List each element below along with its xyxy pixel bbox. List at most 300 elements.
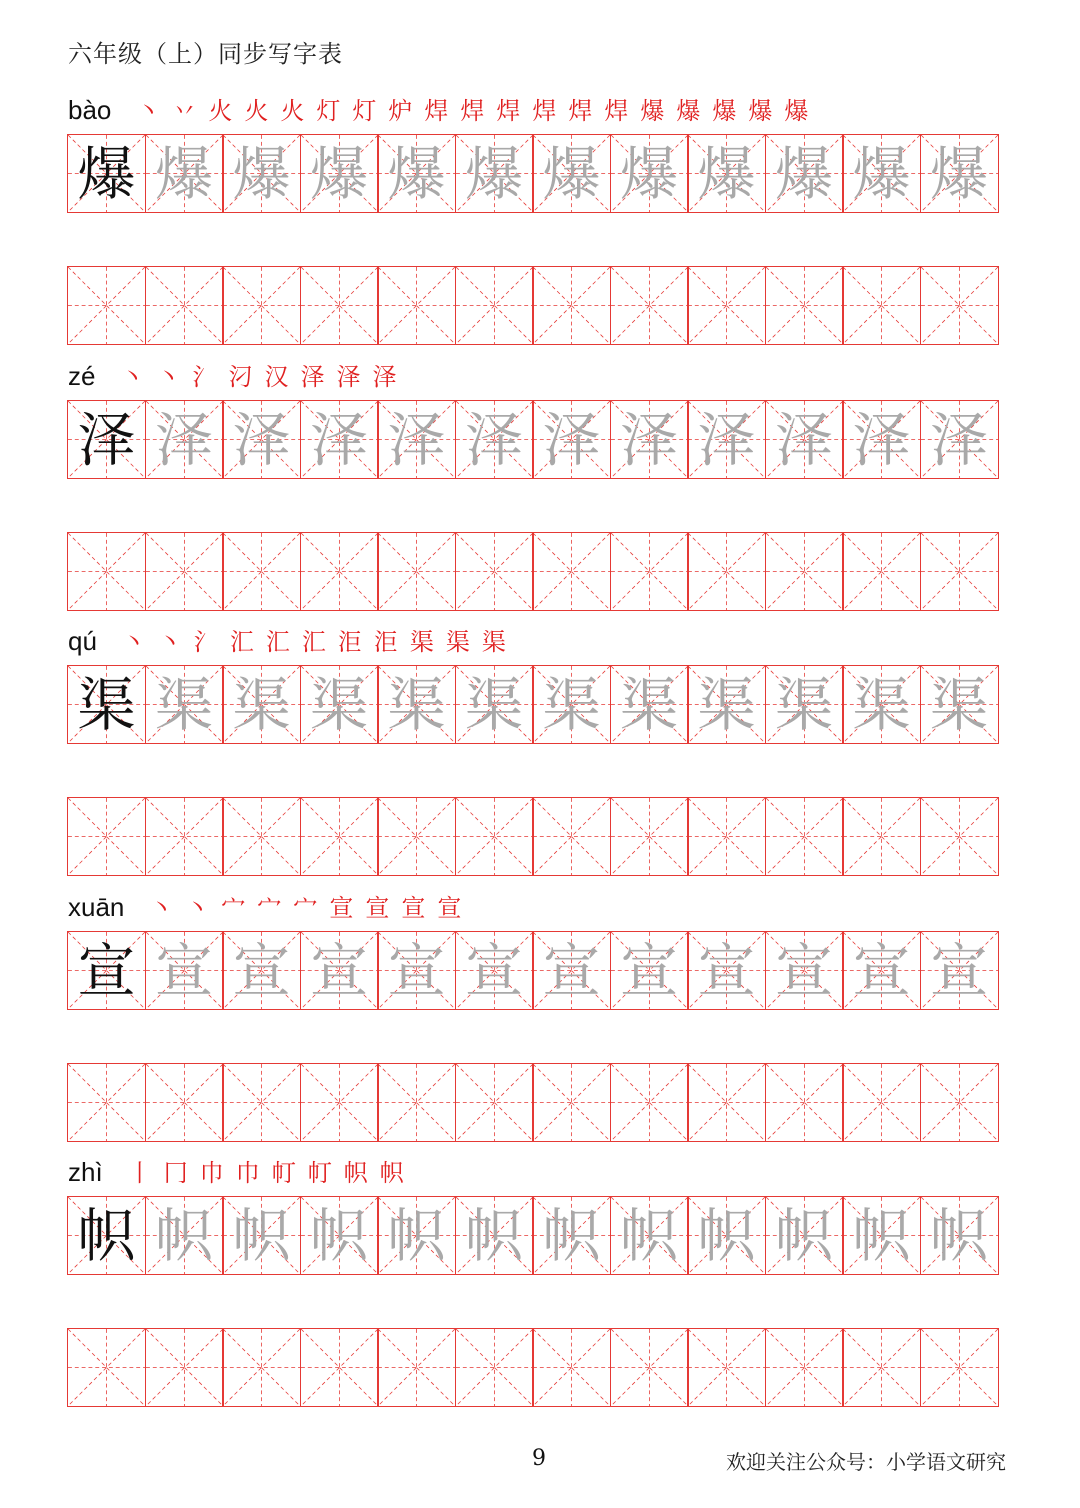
trace-character: 帜 (619, 1201, 678, 1270)
blank-writing-cell[interactable] (455, 532, 534, 611)
stroke-step (362, 888, 392, 923)
blank-writing-cell[interactable] (842, 266, 921, 345)
blank-grid-row (67, 1063, 997, 1142)
stroke-step-glyph: 宣 (329, 894, 354, 922)
trace-character-cell (145, 400, 224, 479)
trace-character: 渠 (697, 670, 756, 739)
blank-writing-cell[interactable] (300, 1063, 379, 1142)
stroke-order-sequence (119, 622, 509, 657)
stroke-step-glyph: 丶 (157, 628, 182, 656)
stroke-step (189, 357, 219, 392)
stroke-step-glyph: 丶 (136, 97, 161, 125)
stroke-step-glyph: 焊 (460, 97, 485, 125)
stroke-step-glyph: 洰 (373, 628, 398, 656)
trace-character: 泽 (387, 405, 446, 474)
trace-character-cell (687, 931, 766, 1010)
trace-character: 泽 (852, 405, 911, 474)
stroke-order-sequence (117, 357, 399, 392)
stroke-step (443, 622, 473, 657)
model-character-cell (67, 400, 146, 479)
trace-character: 宣 (774, 936, 833, 1005)
stroke-step (341, 1153, 371, 1188)
stroke-step (299, 622, 329, 657)
blank-writing-cell[interactable] (920, 532, 999, 611)
stroke-step (349, 91, 379, 126)
stroke-step-glyph: 氵 (192, 363, 217, 391)
blank-writing-cell[interactable] (67, 532, 146, 611)
trace-character: 宣 (387, 936, 446, 1005)
blank-writing-cell[interactable] (687, 1063, 766, 1142)
stroke-step-glyph: 渠 (481, 628, 506, 656)
stroke-step-glyph: 汉 (264, 363, 289, 391)
blank-writing-cell[interactable] (610, 797, 689, 876)
trace-character-cell (687, 665, 766, 744)
trace-character: 宣 (697, 936, 756, 1005)
stroke-step-glyph: 灯 (352, 97, 377, 125)
blank-writing-cell[interactable] (532, 532, 611, 611)
trace-character: 爆 (929, 139, 988, 208)
trace-character-cell (765, 400, 844, 479)
blank-writing-cell[interactable] (532, 1063, 611, 1142)
trace-character: 泽 (619, 405, 678, 474)
stroke-step-glyph: 焊 (424, 97, 449, 125)
stroke-step (153, 357, 183, 392)
blank-writing-cell[interactable] (687, 266, 766, 345)
trace-character-cell (455, 931, 534, 1010)
trace-character-cell (842, 1196, 921, 1275)
stroke-step-glyph: 泽 (336, 363, 361, 391)
trace-character-cell (377, 400, 456, 479)
model-character-cell (67, 1196, 146, 1275)
trace-character: 宣 (309, 936, 368, 1005)
trace-character-cell (920, 665, 999, 744)
trace-character: 宣 (154, 936, 213, 1005)
stroke-step-glyph: 宣 (401, 894, 426, 922)
blank-writing-cell[interactable] (765, 1063, 844, 1142)
trace-character-cell (222, 665, 301, 744)
trace-character: 爆 (232, 139, 291, 208)
pinyin-label: xuān (68, 892, 125, 922)
blank-writing-cell[interactable] (377, 1063, 456, 1142)
blank-writing-cell[interactable] (222, 1063, 301, 1142)
stroke-step (290, 888, 320, 923)
trace-character: 爆 (154, 139, 213, 208)
blank-grid-row (67, 1328, 997, 1407)
trace-character-cell (920, 400, 999, 479)
blank-writing-cell[interactable] (145, 1063, 224, 1142)
stroke-step-glyph: 汇 (229, 628, 254, 656)
trace-character-cell (920, 1196, 999, 1275)
blank-writing-cell[interactable] (532, 266, 611, 345)
page-header: 六年级（上）同步写字表 (68, 40, 343, 68)
stroke-step-glyph: 丶 (156, 363, 181, 391)
stroke-step (479, 622, 509, 657)
page-number: 9 (532, 1446, 546, 1471)
trace-character: 帜 (464, 1201, 523, 1270)
blank-writing-cell[interactable] (67, 797, 146, 876)
blank-writing-cell[interactable] (300, 797, 379, 876)
stroke-step (313, 91, 343, 126)
stroke-step (781, 91, 811, 126)
stroke-order-sequence (125, 1153, 407, 1188)
stroke-step-glyph: 爆 (712, 97, 737, 125)
trace-character-cell (377, 665, 456, 744)
stroke-step (169, 91, 199, 126)
trace-grid-row (67, 400, 997, 479)
trace-character: 爆 (852, 139, 911, 208)
blank-writing-cell[interactable] (532, 797, 611, 876)
blank-writing-cell[interactable] (377, 1328, 456, 1407)
stroke-step-glyph: 泽 (372, 363, 397, 391)
model-character-cell (67, 134, 146, 213)
blank-writing-cell[interactable] (222, 1328, 301, 1407)
blank-writing-cell[interactable] (610, 532, 689, 611)
stroke-step-glyph: 汇 (301, 628, 326, 656)
blank-writing-cell[interactable] (222, 266, 301, 345)
stroke-step (117, 357, 147, 392)
trace-character-cell (455, 665, 534, 744)
stroke-step-glyph: 火 (244, 97, 269, 125)
stroke-step (305, 1153, 335, 1188)
stroke-step-glyph: 爆 (640, 97, 665, 125)
pinyin-stroke-line (68, 86, 811, 126)
pinyin-label: bào (68, 95, 112, 125)
blank-writing-cell[interactable] (842, 532, 921, 611)
blank-writing-cell[interactable] (145, 266, 224, 345)
blank-grid-row (67, 797, 997, 876)
stroke-step-glyph: 宀 (257, 894, 282, 922)
trace-character: 爆 (464, 139, 523, 208)
trace-character: 渠 (852, 670, 911, 739)
stroke-step-glyph: 宣 (365, 894, 390, 922)
trace-character-cell (222, 400, 301, 479)
trace-character-cell (377, 931, 456, 1010)
stroke-step-glyph: 丶 (185, 894, 210, 922)
trace-character-cell (532, 665, 611, 744)
stroke-step-glyph: 丶 (120, 363, 145, 391)
trace-character: 泽 (697, 405, 756, 474)
stroke-step-glyph: 焊 (532, 97, 557, 125)
trace-character: 宣 (929, 936, 988, 1005)
blank-writing-cell[interactable] (455, 1063, 534, 1142)
trace-character: 渠 (619, 670, 678, 739)
stroke-step (421, 91, 451, 126)
stroke-step (673, 91, 703, 126)
trace-character-cell (765, 134, 844, 213)
trace-character: 渠 (774, 670, 833, 739)
trace-character: 渠 (929, 670, 988, 739)
blank-grid-row (67, 266, 997, 345)
blank-writing-cell[interactable] (145, 532, 224, 611)
trace-character-cell (300, 665, 379, 744)
stroke-step (385, 91, 415, 126)
trace-character-cell (222, 134, 301, 213)
trace-character-cell (300, 400, 379, 479)
stroke-step (326, 888, 356, 923)
stroke-step-glyph: 宣 (437, 894, 462, 922)
stroke-step-glyph: 帜 (343, 1159, 368, 1187)
stroke-step (191, 622, 221, 657)
blank-writing-cell[interactable] (687, 797, 766, 876)
stroke-step (119, 622, 149, 657)
trace-character-cell (532, 931, 611, 1010)
stroke-step (407, 622, 437, 657)
stroke-order-sequence (133, 91, 811, 126)
stroke-step (371, 622, 401, 657)
trace-character-cell (455, 134, 534, 213)
trace-character-cell (300, 931, 379, 1010)
trace-character-cell (610, 931, 689, 1010)
blank-writing-cell[interactable] (610, 1063, 689, 1142)
trace-character: 渠 (387, 670, 446, 739)
stroke-step (565, 91, 595, 126)
stroke-step (529, 91, 559, 126)
blank-writing-cell[interactable] (687, 532, 766, 611)
blank-writing-cell[interactable] (222, 532, 301, 611)
trace-grid-row (67, 931, 997, 1010)
trace-character: 爆 (542, 139, 601, 208)
trace-character-cell (610, 400, 689, 479)
blank-writing-cell[interactable] (532, 1328, 611, 1407)
pinyin-label: zé (68, 361, 96, 391)
trace-character-cell (920, 134, 999, 213)
stroke-step-glyph: 焊 (604, 97, 629, 125)
stroke-step (254, 888, 284, 923)
blank-writing-cell[interactable] (455, 797, 534, 876)
trace-character-cell (300, 1196, 379, 1275)
trace-character-cell (842, 134, 921, 213)
trace-character-cell (145, 665, 224, 744)
blank-writing-cell[interactable] (920, 1063, 999, 1142)
blank-writing-cell[interactable] (687, 1328, 766, 1407)
model-character: 渠 (77, 670, 136, 739)
stroke-step-glyph: 焊 (568, 97, 593, 125)
pinyin-stroke-line (68, 1148, 407, 1188)
model-character: 爆 (77, 139, 136, 208)
trace-character: 帜 (852, 1201, 911, 1270)
stroke-step (218, 888, 248, 923)
trace-character: 泽 (774, 405, 833, 474)
trace-character-cell (842, 665, 921, 744)
blank-writing-cell[interactable] (765, 532, 844, 611)
trace-character-cell (610, 134, 689, 213)
trace-character-cell (455, 1196, 534, 1275)
stroke-step (133, 91, 163, 126)
stroke-step-glyph: 火 (208, 97, 233, 125)
trace-character: 帜 (387, 1201, 446, 1270)
trace-character-cell (765, 665, 844, 744)
stroke-step-glyph: 渠 (445, 628, 470, 656)
stroke-step-glyph: 宀 (293, 894, 318, 922)
trace-character-cell (145, 931, 224, 1010)
trace-character-cell (765, 1196, 844, 1275)
stroke-step-glyph: 丶 (121, 628, 146, 656)
trace-character-cell (145, 134, 224, 213)
pinyin-stroke-line (68, 883, 464, 923)
trace-character: 宣 (464, 936, 523, 1005)
trace-character-cell (222, 1196, 301, 1275)
blank-writing-cell[interactable] (920, 797, 999, 876)
stroke-step (601, 91, 631, 126)
stroke-step-glyph: 冂 (163, 1159, 188, 1187)
trace-grid-row (67, 1196, 997, 1275)
stroke-step-glyph: 帄 (271, 1159, 296, 1187)
blank-writing-cell[interactable] (300, 1328, 379, 1407)
stroke-step-glyph: 巾 (199, 1159, 224, 1187)
blank-writing-cell[interactable] (920, 1328, 999, 1407)
trace-character-cell (610, 1196, 689, 1275)
trace-character: 帜 (697, 1201, 756, 1270)
trace-character: 帜 (774, 1201, 833, 1270)
blank-writing-cell[interactable] (610, 1328, 689, 1407)
model-character-cell (67, 665, 146, 744)
pinyin-label: zhì (68, 1157, 103, 1187)
blank-writing-cell[interactable] (67, 266, 146, 345)
stroke-step-glyph: 泽 (300, 363, 325, 391)
stroke-step-glyph: 炉 (388, 97, 413, 125)
stroke-step (333, 357, 363, 392)
blank-writing-cell[interactable] (300, 266, 379, 345)
footer-note: 欢迎关注公众号：小学语文研究 (726, 1450, 1006, 1474)
trace-character: 爆 (774, 139, 833, 208)
stroke-step-glyph: 灯 (316, 97, 341, 125)
trace-character-cell (377, 134, 456, 213)
stroke-step-glyph: 帜 (379, 1159, 404, 1187)
stroke-step-glyph: 帄 (307, 1159, 332, 1187)
blank-writing-cell[interactable] (377, 797, 456, 876)
stroke-step (205, 91, 235, 126)
blank-writing-cell[interactable] (455, 1328, 534, 1407)
trace-character: 爆 (387, 139, 446, 208)
stroke-step (637, 91, 667, 126)
model-character: 帜 (77, 1201, 136, 1270)
trace-character-cell (610, 665, 689, 744)
trace-character: 宣 (232, 936, 291, 1005)
trace-character: 宣 (852, 936, 911, 1005)
trace-character: 宣 (542, 936, 601, 1005)
blank-writing-cell[interactable] (842, 797, 921, 876)
trace-character-cell (145, 1196, 224, 1275)
trace-character-cell (842, 400, 921, 479)
trace-character-cell (687, 134, 766, 213)
blank-writing-cell[interactable] (67, 1328, 146, 1407)
blank-writing-cell[interactable] (842, 1063, 921, 1142)
stroke-step-glyph: 氵 (193, 628, 218, 656)
trace-character: 泽 (542, 405, 601, 474)
trace-character: 爆 (309, 139, 368, 208)
stroke-step (182, 888, 212, 923)
trace-character-cell (532, 1196, 611, 1275)
trace-character: 宣 (619, 936, 678, 1005)
trace-character: 爆 (697, 139, 756, 208)
trace-character-cell (687, 400, 766, 479)
stroke-step-glyph: 宀 (221, 894, 246, 922)
stroke-step (277, 91, 307, 126)
stroke-step (146, 888, 176, 923)
stroke-step (261, 357, 291, 392)
stroke-step (369, 357, 399, 392)
stroke-step-glyph: 丷 (172, 97, 197, 125)
trace-character: 帜 (309, 1201, 368, 1270)
stroke-step (269, 1153, 299, 1188)
trace-character-cell (920, 931, 999, 1010)
stroke-step (227, 622, 257, 657)
stroke-step (161, 1153, 191, 1188)
blank-writing-cell[interactable] (610, 266, 689, 345)
trace-character: 渠 (309, 670, 368, 739)
trace-character: 帜 (542, 1201, 601, 1270)
blank-writing-cell[interactable] (842, 1328, 921, 1407)
stroke-step (263, 622, 293, 657)
blank-writing-cell[interactable] (377, 266, 456, 345)
stroke-step-glyph: 丨 (127, 1159, 152, 1187)
blank-writing-cell[interactable] (765, 266, 844, 345)
trace-character: 渠 (154, 670, 213, 739)
stroke-step (434, 888, 464, 923)
stroke-step (398, 888, 428, 923)
blank-grid-row (67, 532, 997, 611)
stroke-step (493, 91, 523, 126)
trace-character-cell (532, 134, 611, 213)
stroke-step (335, 622, 365, 657)
trace-character: 渠 (232, 670, 291, 739)
trace-grid-row (67, 134, 997, 213)
stroke-step (745, 91, 775, 126)
stroke-step-glyph: 洰 (337, 628, 362, 656)
blank-writing-cell[interactable] (145, 1328, 224, 1407)
trace-character: 泽 (309, 405, 368, 474)
trace-character-cell (377, 1196, 456, 1275)
trace-character: 渠 (464, 670, 523, 739)
stroke-step-glyph: 爆 (748, 97, 773, 125)
stroke-order-sequence (146, 888, 464, 923)
stroke-step (377, 1153, 407, 1188)
trace-character: 帜 (154, 1201, 213, 1270)
pinyin-stroke-line (68, 617, 509, 657)
stroke-step-glyph: 火 (280, 97, 305, 125)
stroke-step (197, 1153, 227, 1188)
trace-character: 渠 (542, 670, 601, 739)
stroke-step-glyph: 丶 (149, 894, 174, 922)
blank-writing-cell[interactable] (765, 1328, 844, 1407)
blank-writing-cell[interactable] (377, 532, 456, 611)
stroke-step (241, 91, 271, 126)
stroke-step-glyph: 汇 (265, 628, 290, 656)
blank-writing-cell[interactable] (300, 532, 379, 611)
trace-character-cell (687, 1196, 766, 1275)
trace-character: 泽 (232, 405, 291, 474)
blank-writing-cell[interactable] (67, 1063, 146, 1142)
stroke-step (233, 1153, 263, 1188)
trace-character-cell (765, 931, 844, 1010)
stroke-step-glyph: 焊 (496, 97, 521, 125)
trace-character: 爆 (619, 139, 678, 208)
blank-writing-cell[interactable] (145, 797, 224, 876)
stroke-step-glyph: 渠 (409, 628, 434, 656)
stroke-step (125, 1153, 155, 1188)
blank-writing-cell[interactable] (765, 797, 844, 876)
stroke-step-glyph: 爆 (676, 97, 701, 125)
model-character-cell (67, 931, 146, 1010)
stroke-step-glyph: 爆 (784, 97, 809, 125)
blank-writing-cell[interactable] (222, 797, 301, 876)
stroke-step (709, 91, 739, 126)
blank-writing-cell[interactable] (455, 266, 534, 345)
model-character: 泽 (77, 405, 136, 474)
blank-writing-cell[interactable] (920, 266, 999, 345)
stroke-step (225, 357, 255, 392)
trace-character-cell (455, 400, 534, 479)
